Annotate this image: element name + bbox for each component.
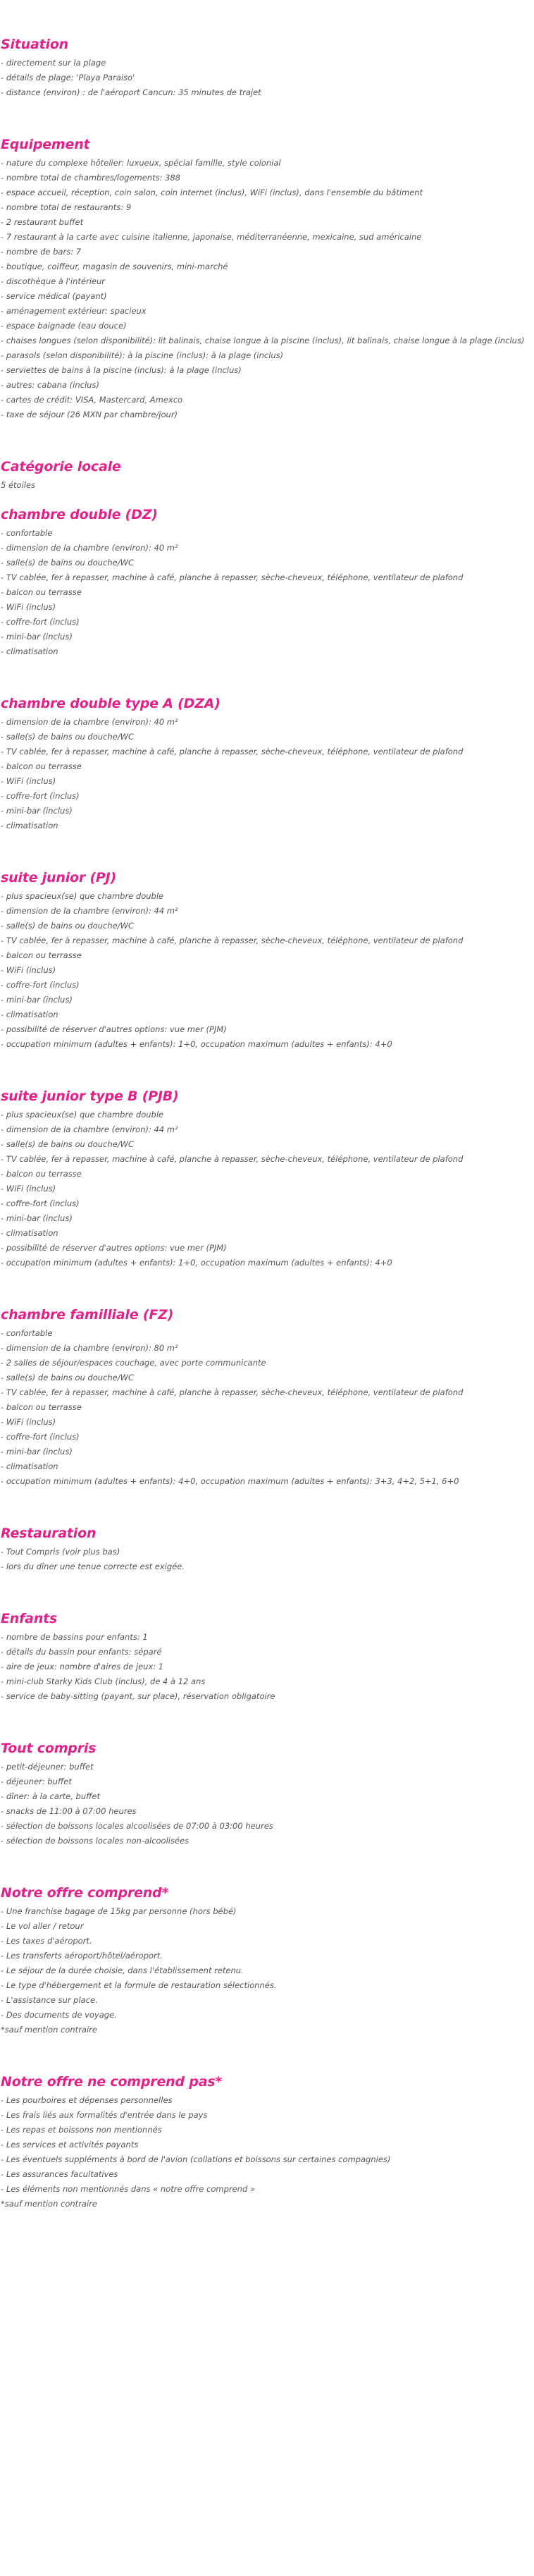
section	[1, 1088, 534, 1270]
list-item: - Les éléments non mentionnés dans « notre offre comprend »	[1, 2182, 534, 2197]
list-item: - salle(s) de bains ou douche/WC	[1, 730, 534, 744]
list-item: - aménagement extérieur: spacieux	[1, 304, 534, 319]
section-title: chambre double type A (DZA)	[1, 696, 221, 711]
list-item: - possibilité de réserver d'autres options: vue mer (PJM)	[1, 1241, 534, 1256]
list-item: - climatisation	[1, 1226, 534, 1241]
list-item: - nombre de bassins pour enfants: 1	[1, 1630, 534, 1645]
list-item: - cartes de crédit: VISA, Mastercard, Amexco	[1, 393, 534, 407]
list-item: - balcon ou terrasse	[1, 1400, 534, 1415]
list-item: - dimension de la chambre (environ): 40 m²	[1, 715, 534, 730]
feature-list	[1, 526, 534, 659]
list-item: - snacks de 11:00 à 07:00 heures	[1, 1804, 534, 1819]
section-title: Catégorie locale	[1, 459, 121, 474]
list-item: - TV cablée, fer à repasser, machine à café, planche à repasser, sèche-cheveux, téléphone, ventilateur de plafond	[1, 1152, 534, 1167]
list-item: - Tout Compris (voir plus bas)	[1, 1545, 534, 1559]
hotel-description	[0, 37, 534, 2212]
list-item: - autres: cabana (inclus)	[1, 378, 534, 393]
list-item: - nature du complexe hôtelier: luxueux, spécial famille, style colonial	[1, 156, 534, 171]
feature-list	[1, 156, 534, 422]
section	[1, 870, 534, 1052]
footnote: *sauf mention contraire	[1, 2025, 97, 2035]
list-item: - chaises longues (selon disponibilité): lit balinais, chaise longue à la piscine (inclus), lit balinais, chaise longue à la plage (inclus)	[1, 333, 534, 348]
list-item: - Les éventuels suppléments à bord de l'avion (collations et boissons sur certaines compagnies)	[1, 2152, 534, 2167]
list-item: - nombre total de restaurants: 9	[1, 200, 534, 215]
section	[1, 1611, 534, 1704]
section	[1, 459, 534, 493]
list-item: - lors du dîner une tenue correcte est exigée.	[1, 1559, 534, 1574]
list-item: - occupation minimum (adultes + enfants): 4+0, occupation maximum (adultes + enfants): 3+3, 4+2, 5+1, 6+0	[1, 1474, 534, 1489]
list-item: - climatisation	[1, 1007, 534, 1022]
feature-list	[1, 1545, 534, 1574]
feature-list	[1, 715, 534, 833]
list-item: - TV cablée, fer à repasser, machine à café, planche à repasser, sèche-cheveux, téléphone, ventilateur de plafond	[1, 933, 534, 948]
list-item: - Les repas et boissons non mentionnés	[1, 2123, 534, 2138]
list-item: - mini-bar (inclus)	[1, 993, 534, 1007]
feature-list	[1, 1904, 534, 2023]
list-item: - dîner: à la carte, buffet	[1, 1789, 534, 1804]
list-item: - occupation minimum (adultes + enfants): 1+0, occupation maximum (adultes + enfants): 4+0	[1, 1256, 534, 1270]
list-item: - coffre-fort (inclus)	[1, 789, 534, 804]
list-item: - WiFi (inclus)	[1, 600, 534, 615]
list-item: - dimension de la chambre (environ): 44 m²	[1, 904, 534, 919]
section	[1, 1741, 534, 1848]
section	[1, 696, 534, 833]
list-item: - boutique, coiffeur, magasin de souvenirs, mini-marché	[1, 259, 534, 274]
section	[1, 1526, 534, 1574]
list-item: - balcon ou terrasse	[1, 585, 534, 600]
section	[1, 507, 534, 659]
list-item: - possibilité de réserver d'autres options: vue mer (PJM)	[1, 1022, 534, 1037]
feature-list	[1, 1108, 534, 1270]
list-item: - climatisation	[1, 644, 534, 659]
section	[1, 137, 534, 422]
list-item: - discothèque à l'intérieur	[1, 274, 534, 289]
section-title: suite junior (PJ)	[1, 870, 117, 885]
list-item: - coffre-fort (inclus)	[1, 978, 534, 993]
list-item: - dimension de la chambre (environ): 80 m²	[1, 1341, 534, 1356]
list-item: - climatisation	[1, 818, 534, 833]
list-item: - directement sur la plage	[1, 56, 534, 70]
feature-list	[1, 2093, 534, 2197]
list-item: - détails de plage: 'Playa Paraiso'	[1, 70, 534, 85]
section	[1, 2074, 534, 2212]
list-item: - mini-bar (inclus)	[1, 1211, 534, 1226]
list-item: - WiFi (inclus)	[1, 1182, 534, 1196]
list-item: - salle(s) de bains ou douche/WC	[1, 1137, 534, 1152]
list-item: - aire de jeux: nombre d'aires de jeux: 1	[1, 1660, 534, 1674]
list-item: - Le type d'hébergement et la formule de restauration sélectionnés.	[1, 1978, 534, 1993]
section-title: Notre offre comprend*	[1, 1885, 169, 1901]
list-item: - balcon ou terrasse	[1, 948, 534, 963]
list-item: - mini-bar (inclus)	[1, 1445, 534, 1459]
list-item: - petit-déjeuner: buffet	[1, 1760, 534, 1774]
list-item: - 2 restaurant buffet	[1, 215, 534, 230]
list-item: - 7 restaurant à la carte avec cuisine italienne, japonaise, méditerranéenne, mexicaine, sud américaine	[1, 230, 534, 245]
list-item: - nombre total de chambres/logements: 388	[1, 171, 534, 185]
footnote: *sauf mention contraire	[1, 2199, 97, 2209]
list-item: - occupation minimum (adultes + enfants): 1+0, occupation maximum (adultes + enfants): 4+0	[1, 1037, 534, 1052]
list-item: - WiFi (inclus)	[1, 963, 534, 978]
list-item: - sélection de boissons locales non-alcoolisées	[1, 1834, 534, 1848]
list-item: - mini-bar (inclus)	[1, 630, 534, 644]
list-item: - TV cablée, fer à repasser, machine à café, planche à repasser, sèche-cheveux, téléphone, ventilateur de plafond	[1, 570, 534, 585]
feature-list	[1, 1760, 534, 1848]
section-title: Equipement	[1, 137, 90, 152]
list-item: - 2 salles de séjour/espaces couchage, avec porte communicante	[1, 1356, 534, 1370]
feature-list	[1, 889, 534, 1052]
list-item: - espace accueil, réception, coin salon, coin internet (inclus), WiFi (inclus), dans l'ensemble du bâtiment	[1, 185, 534, 200]
feature-list	[1, 1326, 534, 1489]
list-item: - Le séjour de la durée choisie, dans l'établissement retenu.	[1, 1963, 534, 1978]
list-item: - détails du bassin pour enfants: séparé	[1, 1645, 534, 1660]
section-title: suite junior type B (PJB)	[1, 1088, 179, 1104]
list-item: - espace baignade (eau douce)	[1, 319, 534, 333]
list-item: - Des documents de voyage.	[1, 2008, 534, 2023]
list-item: - Les services et activités payants	[1, 2138, 534, 2152]
list-item: - dimension de la chambre (environ): 44 m²	[1, 1122, 534, 1137]
list-item: - balcon ou terrasse	[1, 759, 534, 774]
list-item: - Les assurances facultatives	[1, 2167, 534, 2182]
section	[1, 37, 534, 100]
list-item: - salle(s) de bains ou douche/WC	[1, 1370, 534, 1385]
list-item: - coffre-fort (inclus)	[1, 1430, 534, 1445]
list-item: - mini-club Starky Kids Club (inclus), de 4 à 12 ans	[1, 1674, 534, 1689]
list-item: - Le vol aller / retour	[1, 1919, 534, 1934]
list-item: - Une franchise bagage de 15kg par personne (hors bébé)	[1, 1904, 534, 1919]
list-item: - serviettes de bains à la piscine (inclus): à la plage (inclus)	[1, 363, 534, 378]
list-item: - TV cablée, fer à repasser, machine à café, planche à repasser, sèche-cheveux, téléphone, ventilateur de plafond	[1, 1385, 534, 1400]
section-title: Restauration	[1, 1526, 97, 1541]
section-title: Tout compris	[1, 1741, 97, 1756]
section-title: Notre offre ne comprend pas*	[1, 2074, 223, 2090]
list-item: - nombre de bars: 7	[1, 245, 534, 259]
list-item: - distance (environ) : de l'aéroport Cancun: 35 minutes de trajet	[1, 85, 534, 100]
list-item: - mini-bar (inclus)	[1, 804, 534, 818]
list-item: - taxe de séjour (26 MXN par chambre/jour)	[1, 407, 534, 422]
list-item: - confortable	[1, 1326, 534, 1341]
feature-list	[1, 1630, 534, 1704]
list-item: - service médical (payant)	[1, 289, 534, 304]
list-item: - balcon ou terrasse	[1, 1167, 534, 1182]
list-item: - WiFi (inclus)	[1, 1415, 534, 1430]
list-item: - service de baby-sitting (payant, sur place), réservation obligatoire	[1, 1689, 534, 1704]
section	[1, 1885, 534, 2037]
list-item: - plus spacieux(se) que chambre double	[1, 889, 534, 904]
list-item: - sélection de boissons locales alcoolisées de 07:00 à 03:00 heures	[1, 1819, 534, 1834]
list-item: - TV cablée, fer à repasser, machine à café, planche à repasser, sèche-cheveux, téléphone, ventilateur de plafond	[1, 744, 534, 759]
list-item: - coffre-fort (inclus)	[1, 615, 534, 630]
list-item: - parasols (selon disponibilité): à la piscine (inclus): à la plage (inclus)	[1, 348, 534, 363]
list-item: - déjeuner: buffet	[1, 1774, 534, 1789]
list-item: - Les transferts aéroport/hôtel/aéroport.	[1, 1949, 534, 1963]
section	[1, 1307, 534, 1489]
section-title: chambre familliale (FZ)	[1, 1307, 174, 1323]
list-item: - salle(s) de bains ou douche/WC	[1, 556, 534, 570]
list-item: - salle(s) de bains ou douche/WC	[1, 919, 534, 933]
list-item: - Les frais liés aux formalités d'entrée dans le pays	[1, 2108, 534, 2123]
section-subtitle: 5 étoiles	[1, 480, 36, 490]
list-item: - Les pourboires et dépenses personnelles	[1, 2093, 534, 2108]
section-title: Enfants	[1, 1611, 58, 1626]
feature-list	[1, 56, 534, 100]
list-item: - confortable	[1, 526, 534, 541]
list-item: - plus spacieux(se) que chambre double	[1, 1108, 534, 1122]
list-item: - coffre-fort (inclus)	[1, 1196, 534, 1211]
section-title: chambre double (DZ)	[1, 507, 158, 522]
list-item: - Les taxes d'aéroport.	[1, 1934, 534, 1949]
list-item: - climatisation	[1, 1459, 534, 1474]
list-item: - WiFi (inclus)	[1, 774, 534, 789]
section-title: Situation	[1, 37, 69, 52]
list-item: - dimension de la chambre (environ): 40 m²	[1, 541, 534, 556]
list-item: - L'assistance sur place.	[1, 1993, 534, 2008]
